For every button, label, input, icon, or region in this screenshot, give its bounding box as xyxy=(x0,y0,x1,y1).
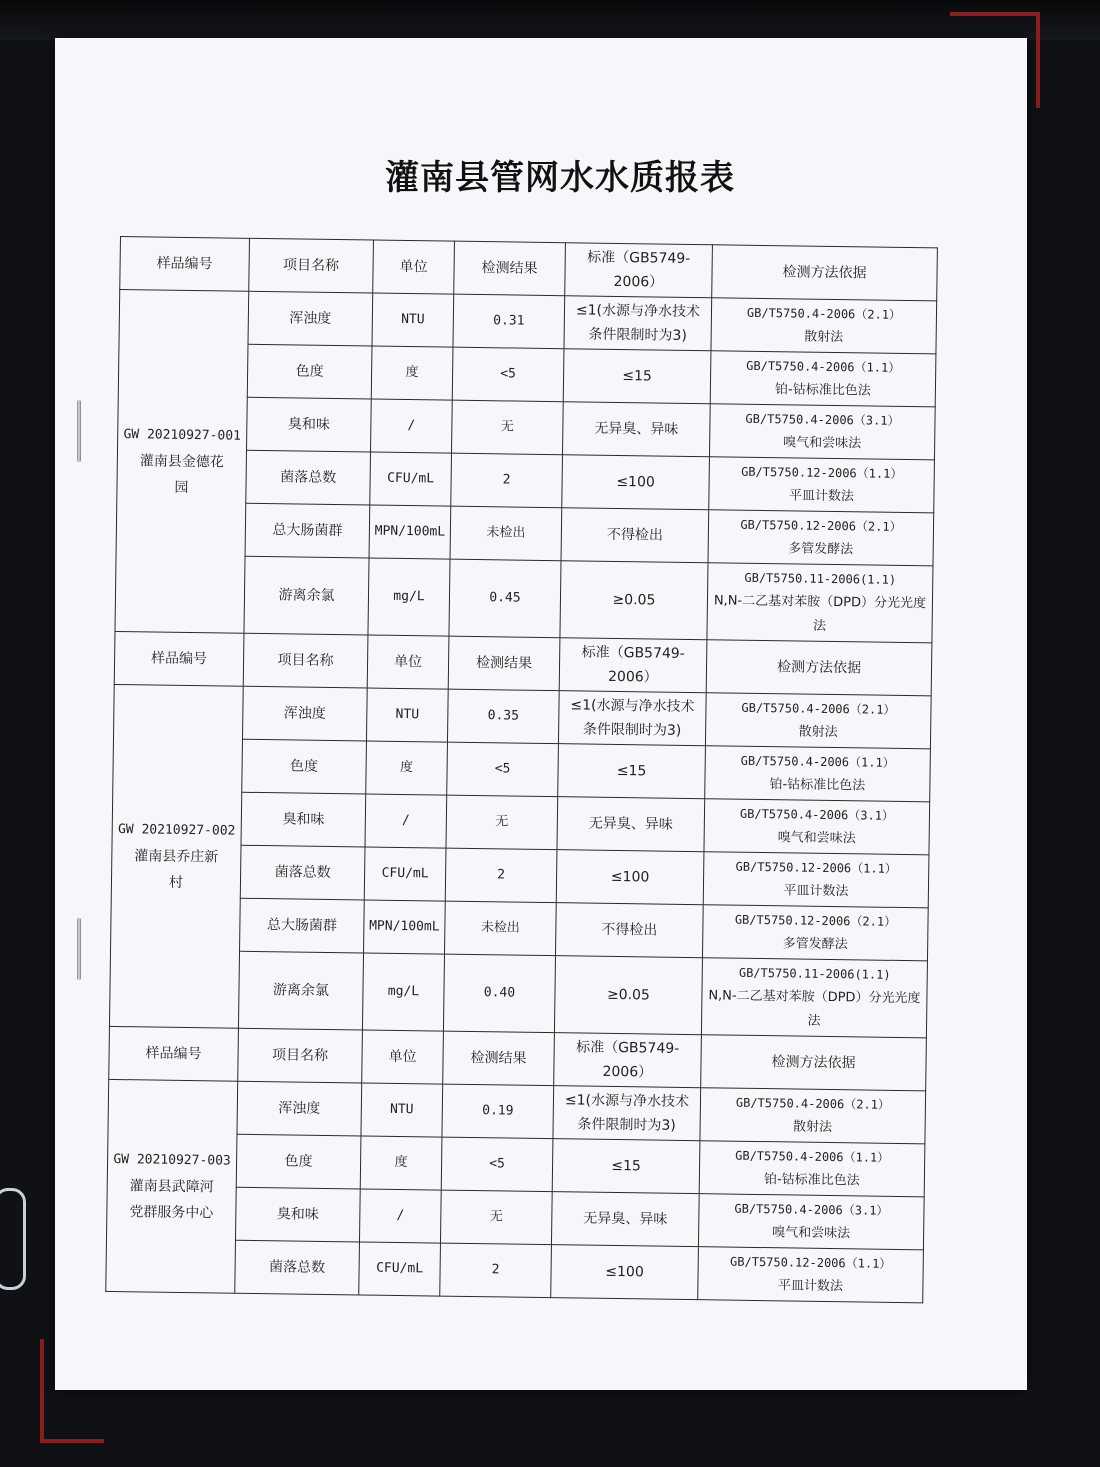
method-name: 铂-钴标准比色法 xyxy=(774,382,871,399)
item-name: 臭和味 xyxy=(247,397,372,452)
header-result: 检测结果 xyxy=(443,1031,555,1086)
header-unit: 单位 xyxy=(373,240,455,294)
item-name: 总大肠菌群 xyxy=(240,898,365,953)
unit: CFU/mL xyxy=(364,847,446,901)
result: 0.40 xyxy=(443,954,555,1033)
standard: ≤15 xyxy=(558,744,706,799)
method xyxy=(701,958,927,1038)
header-item: 项目名称 xyxy=(249,238,374,293)
result: <5 xyxy=(447,742,559,797)
method-code: GB/T5750.4-2006（2.1） xyxy=(735,1095,891,1112)
item-name: 色度 xyxy=(247,344,372,399)
unit: MPN/100mL xyxy=(369,505,451,559)
standard: 无异臭、异味 xyxy=(562,402,710,457)
standard: 不得检出 xyxy=(561,508,709,563)
unit: mg/L xyxy=(368,558,450,636)
result: 无 xyxy=(452,400,564,455)
method xyxy=(699,1141,925,1197)
result: 2 xyxy=(440,1243,552,1298)
desk-background xyxy=(0,0,1100,40)
result: 0.45 xyxy=(449,559,561,638)
unit: 度 xyxy=(371,346,453,400)
method-code: GB/T5750.4-2006（2.1） xyxy=(741,700,896,717)
standard: ≤1(水源与净水技术条件限制时为3) xyxy=(553,1086,701,1141)
method-code: GB/T5750.4-2006（1.1） xyxy=(740,753,895,770)
method-code: GB/T5750.4-2006（1.1） xyxy=(735,1148,890,1165)
unit: / xyxy=(371,399,453,453)
method xyxy=(702,905,928,961)
result: <5 xyxy=(452,347,564,402)
standard: ≤100 xyxy=(551,1245,699,1300)
item-name: 臭和味 xyxy=(235,1187,360,1242)
method-name: 散射法 xyxy=(798,724,838,741)
header-sample-id: 样品编号 xyxy=(120,237,250,292)
method xyxy=(698,1194,924,1250)
method-code: GB/T5750.12-2006（1.1） xyxy=(735,859,897,876)
method-code: GB/T5750.12-2006（2.1） xyxy=(734,912,897,929)
result: 0.19 xyxy=(442,1084,554,1139)
method-code: GB/T5750.11-2006(1.1) xyxy=(738,965,891,982)
paper-clip-icon xyxy=(0,1188,26,1290)
standard: 无异臭、异味 xyxy=(551,1192,699,1247)
method-code: GB/T5750.12-2006（2.1） xyxy=(740,517,902,534)
unit: NTU xyxy=(372,293,454,347)
header-item: 项目名称 xyxy=(243,633,368,688)
result: 0.35 xyxy=(447,689,559,744)
sample-cell xyxy=(109,684,243,1028)
header-sample-id: 样品编号 xyxy=(114,631,244,686)
method xyxy=(703,852,929,908)
method-code: GB/T5750.12-2006（1.1） xyxy=(730,1254,892,1271)
method xyxy=(709,404,935,460)
standard: ≤100 xyxy=(562,455,710,510)
result: 0.31 xyxy=(453,294,565,349)
standard: 不得检出 xyxy=(555,903,703,958)
unit: NTU xyxy=(366,688,448,742)
item-name: 游离余氯 xyxy=(238,951,363,1030)
method-name: 多管发酵法 xyxy=(782,936,848,953)
unit: 度 xyxy=(360,1136,442,1190)
method xyxy=(704,799,930,855)
method-name: 散射法 xyxy=(804,329,844,346)
method-code: GB/T5750.4-2006（3.1） xyxy=(745,411,900,428)
item-name: 游离余氯 xyxy=(244,556,369,635)
standard: ≤15 xyxy=(552,1139,700,1194)
sample-cell xyxy=(106,1079,238,1293)
table-row xyxy=(119,290,937,354)
sample-id: GW 20210927-001 xyxy=(123,426,242,444)
method xyxy=(698,1247,924,1303)
header-result: 检测结果 xyxy=(448,636,560,691)
sample-location: 灌南县金德花园 xyxy=(139,452,224,496)
table-row xyxy=(108,1079,926,1143)
header-method: 检测方法依据 xyxy=(712,245,938,301)
sample-location: 灌南县乔庄新村 xyxy=(134,847,219,891)
result: 未检出 xyxy=(450,506,562,561)
method xyxy=(700,1088,926,1144)
standard: ≤1(水源与净水技术条件限制时为3) xyxy=(564,296,712,351)
method-name: 嗅气和尝味法 xyxy=(777,830,856,847)
method xyxy=(709,457,935,513)
unit: mg/L xyxy=(362,953,444,1031)
header-sample-id: 样品编号 xyxy=(109,1026,239,1081)
method xyxy=(710,351,936,407)
method xyxy=(711,298,937,354)
standard: ≥0.05 xyxy=(554,956,702,1035)
water-quality-table xyxy=(105,236,938,1303)
method xyxy=(707,563,933,643)
method-name: N,N-二乙基对苯胺（DPD）分光光度法 xyxy=(708,988,921,1029)
item-name: 浑浊度 xyxy=(248,291,373,346)
method-name: 平皿计数法 xyxy=(777,1278,844,1295)
staple-icon xyxy=(77,400,81,462)
sample-location: 灌南县武障河党群服务中心 xyxy=(129,1177,214,1221)
method-code: GB/T5750.4-2006（3.1） xyxy=(739,806,895,823)
item-name: 菌落总数 xyxy=(235,1240,360,1295)
method-name: 平皿计数法 xyxy=(788,488,855,505)
item-name: 浑浊度 xyxy=(242,686,367,741)
header-standard: 标准（GB5749-2006） xyxy=(554,1033,702,1088)
method-name: 平皿计数法 xyxy=(783,883,849,900)
standard: ≤100 xyxy=(556,850,704,905)
method-name: N,N-二乙基对苯胺（DPD）分光光度法 xyxy=(713,593,927,634)
method-code: GB/T5750.4-2006（3.1） xyxy=(734,1201,889,1218)
result: 未检出 xyxy=(445,901,557,956)
result: 无 xyxy=(440,1190,552,1245)
unit: MPN/100mL xyxy=(364,900,446,954)
header-item: 项目名称 xyxy=(238,1028,363,1083)
method-name: 铂-钴标准比色法 xyxy=(769,777,866,794)
method xyxy=(705,693,931,749)
unit: NTU xyxy=(361,1083,443,1137)
table-row xyxy=(113,684,931,748)
method xyxy=(708,510,934,566)
sample-id: GW 20210927-002 xyxy=(117,821,236,839)
result: 无 xyxy=(446,795,558,850)
method-code: GB/T5750.12-2006（1.1） xyxy=(741,464,903,481)
header-unit: 单位 xyxy=(367,635,449,689)
standard: ≤1(水源与净水技术条件限制时为3) xyxy=(558,691,706,746)
item-name: 菌落总数 xyxy=(240,845,365,900)
method-name: 多管发酵法 xyxy=(788,541,854,558)
item-name: 色度 xyxy=(242,739,367,794)
result: <5 xyxy=(441,1137,553,1192)
header-standard: 标准（GB5749-2006） xyxy=(565,243,713,298)
method-code: GB/T5750.4-2006（2.1） xyxy=(746,305,902,322)
item-name: 浑浊度 xyxy=(237,1081,362,1136)
item-name: 菌落总数 xyxy=(246,450,371,505)
result: 2 xyxy=(445,848,557,903)
method-code: GB/T5750.4-2006（1.1） xyxy=(746,358,901,375)
header-result: 检测结果 xyxy=(454,241,566,296)
item-name: 总大肠菌群 xyxy=(245,503,370,558)
standard: ≥0.05 xyxy=(560,561,708,640)
unit: CFU/mL xyxy=(370,452,452,506)
method-name: 嗅气和尝味法 xyxy=(783,435,862,452)
header-method: 检测方法依据 xyxy=(706,640,932,696)
report-title: 灌南县管网水水质报表 xyxy=(385,158,735,198)
sample-cell xyxy=(115,290,249,634)
unit: / xyxy=(365,794,447,848)
header-method: 检测方法依据 xyxy=(701,1035,927,1091)
unit: / xyxy=(359,1189,441,1243)
method-name: 铂-钴标准比色法 xyxy=(763,1172,860,1189)
method-code: GB/T5750.11-2006(1.1) xyxy=(744,570,897,587)
item-name: 臭和味 xyxy=(241,792,366,847)
standard: 无异臭、异味 xyxy=(557,797,705,852)
staple-icon xyxy=(77,918,81,980)
method-name: 嗅气和尝味法 xyxy=(772,1225,851,1242)
method xyxy=(705,746,931,802)
unit: CFU/mL xyxy=(359,1242,441,1296)
method-name: 散射法 xyxy=(793,1119,833,1136)
result: 2 xyxy=(451,453,563,508)
header-unit: 单位 xyxy=(362,1030,444,1084)
unit: 度 xyxy=(366,741,448,795)
standard: ≤15 xyxy=(563,349,711,404)
sample-id: GW 20210927-003 xyxy=(113,1151,231,1169)
header-standard: 标准（GB5749-2006） xyxy=(559,638,707,693)
item-name: 色度 xyxy=(236,1134,361,1189)
